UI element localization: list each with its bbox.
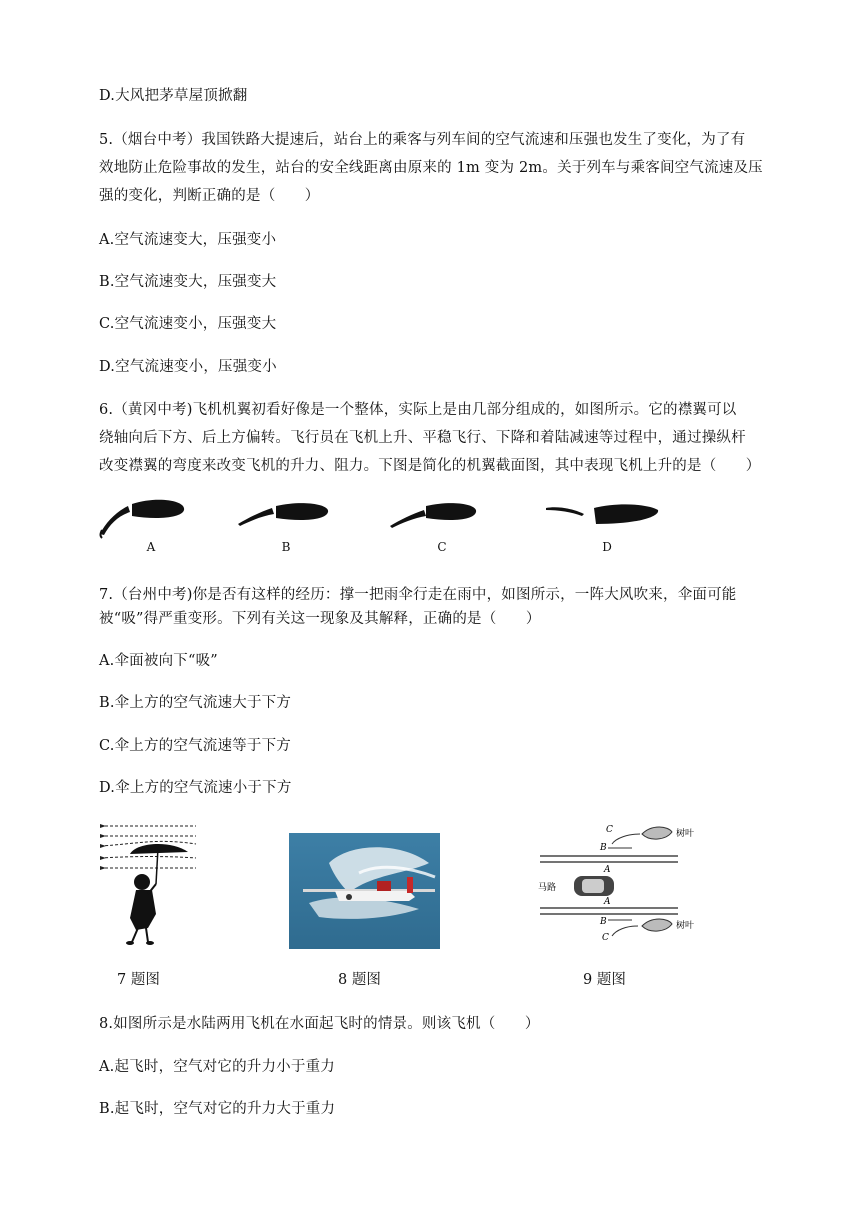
q8-option-b: B.起飞时，空气对它的升力大于重力 [99, 1101, 336, 1117]
caption-fig-9: 9 题图 [583, 972, 626, 988]
q6-stem-line1: 6.（黄冈中考)飞机机翼初看好像是一个整体，实际上是由几部分组成的，如图所示。它的襟翼可以 [99, 402, 737, 418]
q7-option-a: A.伞面被向下“吸” [99, 653, 218, 669]
caption-fig-8: 8 题图 [338, 972, 381, 988]
fig9-leaf-label-top: 树叶 [676, 829, 695, 839]
q6-stem-line2: 绕轴向后下方、后上方偏转。飞行员在飞机上升、平稳飞行、下降和着陆减速等过程中，通过操纵杆 [99, 430, 746, 446]
wing-label-b: B [281, 540, 291, 554]
q8-option-a: A.起飞时，空气对它的升力小于重力 [99, 1059, 335, 1075]
wing-section-a [96, 494, 226, 560]
q5-option-b: B.空气流速变大，压强变大 [99, 274, 277, 290]
fig9-point-a-top: A [604, 865, 611, 875]
fig9-point-b-top: B [600, 843, 607, 853]
wing-label-d: D [602, 540, 612, 554]
fig9-point-c-bottom: C [602, 933, 609, 943]
fig9-leaf-label-bottom: 树叶 [676, 921, 695, 931]
q6-stem-line3: 改变襟翼的弯度来改变飞机的升力、阻力。下图是简化的机翼截面图，其中表现飞机上升的是（ ） [99, 458, 761, 474]
wing-label-c: C [437, 540, 447, 554]
q8-stem: 8.如图所示是水陆两用飞机在水面起飞时的情景。则该飞机（ ） [99, 1016, 540, 1032]
q5-option-a: A.空气流速变大，压强变小 [99, 232, 277, 248]
fig9-point-a-bottom: A [604, 897, 611, 907]
figure-8-seaplane-photo [289, 833, 440, 949]
fig9-point-c-top: C [606, 825, 613, 835]
q7-option-b: B.伞上方的空气流速大于下方 [99, 695, 292, 711]
wing-label-a: A [146, 540, 156, 554]
q5-stem-line2: 效地防止危险事故的发生，站台的安全线距离由原来的 1m 变为 2m。关于列车与乘客间空气流速及压 [99, 160, 763, 176]
q5-option-d: D.空气流速变小，压强变小 [99, 359, 277, 375]
wing-section-b [232, 494, 362, 560]
figure-9-road-diagram [538, 822, 698, 952]
figure-7-umbrella [96, 818, 206, 948]
q5-stem-line1: 5.（烟台中考）我国铁路大提速后，站台上的乘客与列车间的空气流速和压强也发生了变化，为了有 [99, 132, 746, 148]
q7-stem-line1: 7.（台州中考)你是否有这样的经历：撑一把雨伞行走在雨中，如图所示，一阵大风吹来，伞面可能 [99, 587, 737, 603]
q7-option-d: D.伞上方的空气流速小于下方 [99, 780, 292, 796]
fig9-point-b-bottom: B [600, 917, 607, 927]
q5-option-c: C.空气流速变小，压强变大 [99, 316, 277, 332]
q4-option-d: D.大风把茅草屋顶掀翻 [99, 88, 248, 104]
fig9-road-label: 马路 [538, 883, 557, 893]
q5-stem-line3: 强的变化，判断正确的是（ ） [99, 188, 320, 204]
caption-fig-7: 7 题图 [117, 972, 160, 988]
q7-option-c: C.伞上方的空气流速等于下方 [99, 738, 291, 754]
q7-stem-line2: 被“吸”得严重变形。下列有关这一现象及其解释，正确的是（ ） [99, 611, 541, 627]
